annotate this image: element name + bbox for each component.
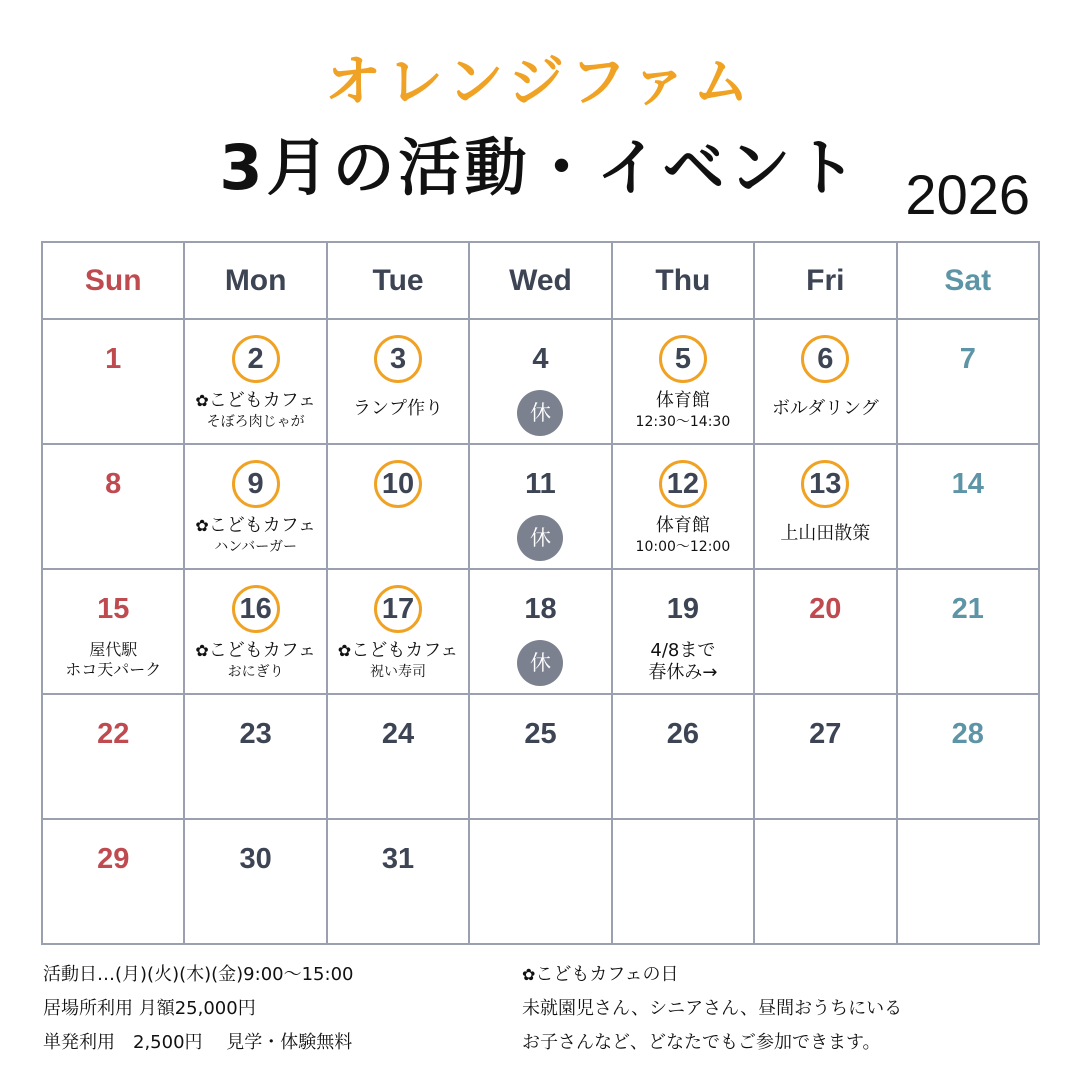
- event-title: こどもカフェ: [351, 640, 459, 661]
- day-cell: [469, 444, 611, 569]
- day-cell: [897, 694, 1039, 819]
- day-number: 30: [239, 843, 272, 875]
- day-number: 31: [381, 843, 415, 875]
- day-number: 21: [951, 593, 984, 625]
- page-title: 3月の活動・イベント: [219, 131, 861, 204]
- day-cell: [612, 694, 754, 819]
- brand-title: オレンジファム: [324, 50, 756, 115]
- footer-single-fee: 単発利用 2,500円 見学・体験無料: [43, 1032, 353, 1053]
- day-number: 17: [374, 585, 422, 633]
- day-number: 13: [801, 460, 849, 508]
- event-detail: 春休み→: [648, 662, 718, 683]
- week-row: [42, 319, 1039, 444]
- day-cell: [184, 444, 326, 569]
- day-cell: [327, 569, 469, 694]
- day-cell: [897, 569, 1039, 694]
- day-cell: [469, 319, 611, 444]
- day-cell: [42, 319, 184, 444]
- footer-monthly-fee: 居場所利用 月額25,000円: [43, 998, 256, 1019]
- day-cell: [42, 444, 184, 569]
- cafe-note-line: お子さんなど、どなたでもご参加できます。: [522, 1032, 881, 1053]
- year-label: 2026: [905, 163, 1030, 226]
- event-detail: 祝い寿司: [370, 664, 427, 680]
- event-title: こどもカフェ: [208, 390, 316, 411]
- flower-icon: ✿: [337, 641, 352, 660]
- day-cell: [327, 694, 469, 819]
- day-number: 24: [381, 718, 415, 750]
- day-cell: [184, 694, 326, 819]
- event-title: 体育館: [655, 390, 710, 411]
- day-cell: [42, 569, 184, 694]
- weekday-wed: Wed: [469, 242, 611, 319]
- day-cell: [42, 819, 184, 944]
- event-title: ランプ作り: [353, 398, 444, 419]
- day-number: 20: [809, 593, 842, 625]
- day-cell: [612, 319, 754, 444]
- empty-cell: [612, 819, 754, 944]
- day-cell: [184, 319, 326, 444]
- day-number: 5: [659, 335, 707, 383]
- event-title: 4/8まで: [650, 640, 716, 661]
- day-cell: [612, 569, 754, 694]
- event-detail: 10:00〜12:00: [635, 539, 731, 555]
- weekday-thu: Thu: [612, 242, 754, 319]
- event-title: 体育館: [655, 515, 710, 536]
- week-row: [42, 694, 1039, 819]
- day-number: 2: [232, 335, 280, 383]
- closed-badge: 休: [517, 390, 563, 436]
- day-number: 14: [951, 468, 984, 500]
- event-title: ボルダリング: [771, 398, 879, 419]
- day-cell: [184, 819, 326, 944]
- day-cell: [754, 444, 896, 569]
- closed-badge: 休: [517, 640, 563, 686]
- day-number: 6: [801, 335, 849, 383]
- day-cell: [184, 569, 326, 694]
- weekday-header-row: [42, 242, 1039, 319]
- footer-cafe-note: [522, 958, 902, 1060]
- closed-badge: 休: [517, 515, 563, 561]
- day-cell: [612, 444, 754, 569]
- week-row: [42, 819, 1039, 944]
- day-number: 27: [809, 718, 842, 750]
- day-number: 3: [374, 335, 422, 383]
- day-number: 18: [524, 593, 557, 625]
- day-cell: [469, 569, 611, 694]
- flower-icon: ✿: [195, 641, 209, 660]
- day-number: 10: [374, 460, 422, 508]
- day-number: 4: [532, 343, 549, 375]
- day-number: 22: [97, 718, 130, 750]
- day-cell: [327, 319, 469, 444]
- day-number: 1: [105, 343, 122, 375]
- day-number: 28: [951, 718, 984, 750]
- event-detail: ホコ天パーク: [65, 660, 162, 679]
- event-title: こどもカフェ: [208, 640, 316, 661]
- event-title: 屋代駅: [89, 640, 138, 659]
- flower-icon: ✿: [195, 516, 209, 535]
- empty-cell: [469, 819, 611, 944]
- day-number: 7: [959, 343, 976, 375]
- weekday-sat: Sat: [897, 242, 1039, 319]
- event-detail: おにぎり: [227, 664, 284, 680]
- week-row: [42, 569, 1039, 694]
- flower-icon: ✿: [195, 391, 209, 410]
- event-title: こどもカフェ: [208, 515, 316, 536]
- empty-cell: [897, 819, 1039, 944]
- day-cell: [754, 694, 896, 819]
- day-number: 15: [97, 593, 130, 625]
- day-cell: [754, 319, 896, 444]
- day-cell: [327, 819, 469, 944]
- cafe-note-line: 未就園児さん、シニアさん、昼間おうちにいる: [522, 998, 903, 1019]
- day-cell: [42, 694, 184, 819]
- footer-hours: 活動日…(月)(火)(木)(金)9:00〜15:00: [43, 964, 354, 985]
- day-number: 12: [659, 460, 707, 508]
- day-number: 29: [97, 843, 130, 875]
- event-detail: そぼろ肉じゃが: [206, 414, 305, 430]
- weekday-mon: Mon: [184, 242, 326, 319]
- day-number: 19: [666, 593, 700, 625]
- day-number: 16: [232, 585, 280, 633]
- day-number: 26: [666, 718, 700, 750]
- day-cell: [469, 694, 611, 819]
- day-number: 11: [525, 468, 556, 500]
- day-number: 8: [105, 468, 122, 500]
- footer-info: [43, 958, 353, 1060]
- flower-icon: ✿: [522, 965, 536, 984]
- day-number: 25: [524, 718, 557, 750]
- weekday-sun: Sun: [42, 242, 184, 319]
- day-cell: [327, 444, 469, 569]
- day-cell: [754, 569, 896, 694]
- calendar-grid: [41, 241, 1040, 945]
- day-cell: [897, 444, 1039, 569]
- event-detail: 12:30〜14:30: [635, 414, 731, 430]
- weekday-fri: Fri: [754, 242, 896, 319]
- week-row: [42, 444, 1039, 569]
- day-number: 23: [239, 718, 272, 750]
- event-detail: ハンバーガー: [214, 539, 297, 555]
- cafe-note-title: こどもカフェの日: [535, 964, 679, 985]
- day-number: 9: [232, 460, 280, 508]
- empty-cell: [754, 819, 896, 944]
- event-title: 上山田散策: [780, 523, 871, 544]
- day-cell: [897, 319, 1039, 444]
- weekday-tue: Tue: [327, 242, 469, 319]
